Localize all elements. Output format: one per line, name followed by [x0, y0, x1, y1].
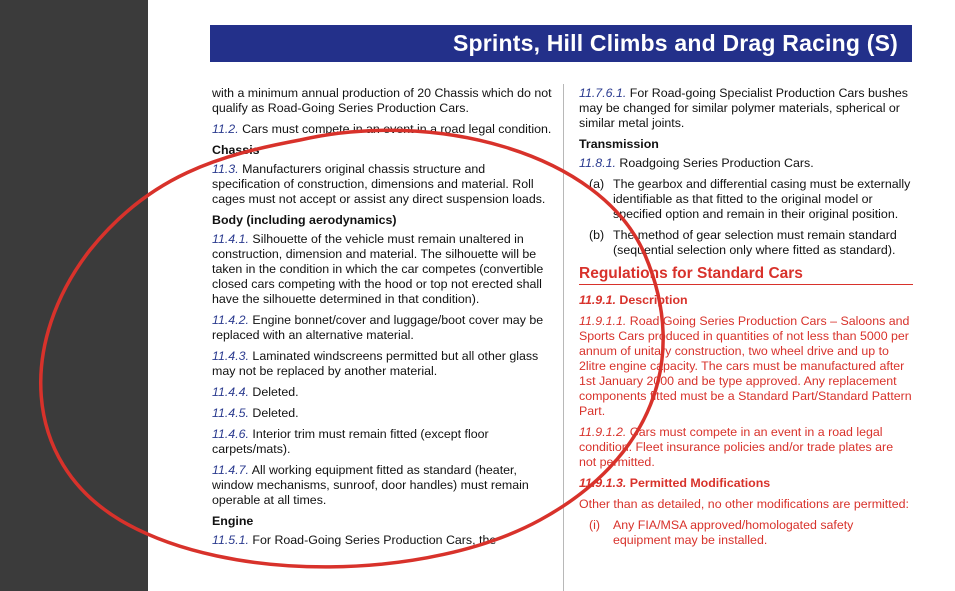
list-item-a [579, 177, 913, 222]
rule-text: Silhouette of the vehicle must remain unaltered in construction, dimension and material. The silhouette will be taken in the condition in which the car competes (convertible closed cars competing with the hood or top not erected shall have the silhouette determined in that condition). [212, 232, 544, 306]
rule-number: 11.4.1. [212, 232, 249, 246]
rule-11-5-1 [212, 533, 552, 548]
rule-number: 11.9.1.1. [579, 314, 627, 328]
list-text: The gearbox and differential casing must be externally identifiable as that fitted to the original model or specified option and remain in their original position. [613, 177, 911, 221]
rule-number: 11.5.1. [212, 533, 249, 547]
rule-number: 11.4.3. [212, 349, 249, 363]
rule-11-4-1 [212, 232, 552, 307]
rule-number: 11.7.6.1. [579, 86, 627, 100]
rule-11-2 [212, 122, 552, 137]
left-column [212, 86, 552, 554]
rule-text: For Road-going Specialist Production Cars bushes may be changed for similar polymer materials, spherical or similar metal joints. [579, 86, 908, 130]
rule-number: 11.4.5. [212, 406, 249, 420]
rule-text: Cars must compete in an event in a road legal condition. Fleet insurance policies and/or trade plates are not permitted. [579, 425, 894, 469]
rule-text: Laminated windscreens permitted but all other glass may not be replaced by another material. [212, 349, 539, 378]
rule-number: 11.8.1. [579, 156, 616, 170]
rule-number: 11.4.7. [212, 463, 249, 477]
rule-text: Engine bonnet/cover and luggage/boot cover may be replaced with an alternative material. [212, 313, 544, 342]
list-marker: (b) [589, 228, 605, 242]
rule-number: 11.2. [212, 122, 239, 136]
rule-11-9-1-2 [579, 425, 913, 470]
rule-text: Roadgoing Series Production Cars. [615, 156, 814, 170]
rule-number: 11.3. [212, 162, 239, 176]
list-item-b [579, 228, 913, 258]
standard-cars-section [579, 293, 913, 548]
intro-text: with a minimum annual production of 20 Chassis which do not qualify as Road-Going Series Production Cars. [212, 86, 552, 115]
rule-number: 11.9.1. [579, 293, 616, 307]
right-column [579, 86, 913, 554]
rule-text: Road Going Series Production Cars – Saloons and Sports Cars produced in quantities of not less than 5000 per annum of unitary construction, two wheel drive and up to 2litre engine capacity. The cars must be manufactured after 1st January 2000 and be type approved. Any replacement components fitted must be a Standard Part/Standard Pattern Part. [579, 314, 912, 418]
rule-11-4-6 [212, 427, 552, 457]
rule-text: All working equipment fitted as standard (heater, window mechanisms, sunroof, door handles) must remain operable at all times. [212, 463, 529, 507]
rule-number: 11.4.6. [212, 427, 249, 441]
rule-text: Deleted. [248, 406, 299, 420]
rule-text: Description [615, 293, 688, 307]
rule-number: 11.9.1.2. [579, 425, 627, 439]
list-text: The method of gear selection must remain standard (sequential selection only where fitted as standard). [613, 228, 897, 257]
list-marker: (i) [589, 518, 601, 532]
rule-11-8-1 [579, 156, 913, 171]
rule-11-9-1-3 [579, 476, 913, 491]
list-marker: (a) [589, 177, 605, 191]
list-text: Any FIA/MSA approved/homologated safety equipment may be installed. [613, 518, 854, 547]
engine-heading: Engine [212, 514, 254, 528]
column-divider [563, 84, 564, 591]
rule-11-7-6-1 [579, 86, 913, 131]
page-title: Sprints, Hill Climbs and Drag Racing (S) [452, 30, 898, 56]
rule-11-9-1 [579, 293, 913, 308]
rule-text: Manufacturers original chassis structure and specification of construction, dimensions and material. Roll cages must not accept or assist any direct suspension loads. [212, 162, 546, 206]
body-heading: Body (including aerodynamics) [212, 213, 397, 227]
rule-text: Permitted Modifications [626, 476, 771, 490]
rule-text: Deleted. [248, 385, 299, 399]
rule-11-3 [212, 162, 552, 207]
list-item-i [579, 518, 913, 548]
page-banner [210, 25, 912, 62]
other-than-text: Other than as detailed, no other modifications are permitted: [579, 497, 909, 511]
viewer-sidebar [0, 0, 148, 591]
chassis-heading: Chassis [212, 143, 260, 157]
rule-11-4-4 [212, 385, 552, 400]
rule-number: 11.4.4. [212, 385, 249, 399]
rule-11-4-5 [212, 406, 552, 421]
rule-11-4-2 [212, 313, 552, 343]
rule-number: 11.9.1.3. [579, 476, 627, 490]
rule-text: Interior trim must remain fitted (except floor carpets/mats). [212, 427, 489, 456]
section-heading: Regulations for Standard Cars [579, 266, 913, 285]
rule-text: For Road-Going Series Production Cars, the [248, 533, 497, 547]
rule-text: Cars must compete in an event in a road legal condition. [238, 122, 552, 136]
rule-number: 11.4.2. [212, 313, 249, 327]
rule-11-9-1-1 [579, 314, 913, 419]
transmission-heading: Transmission [579, 137, 659, 151]
rule-11-4-7 [212, 463, 552, 508]
rule-11-4-3 [212, 349, 552, 379]
